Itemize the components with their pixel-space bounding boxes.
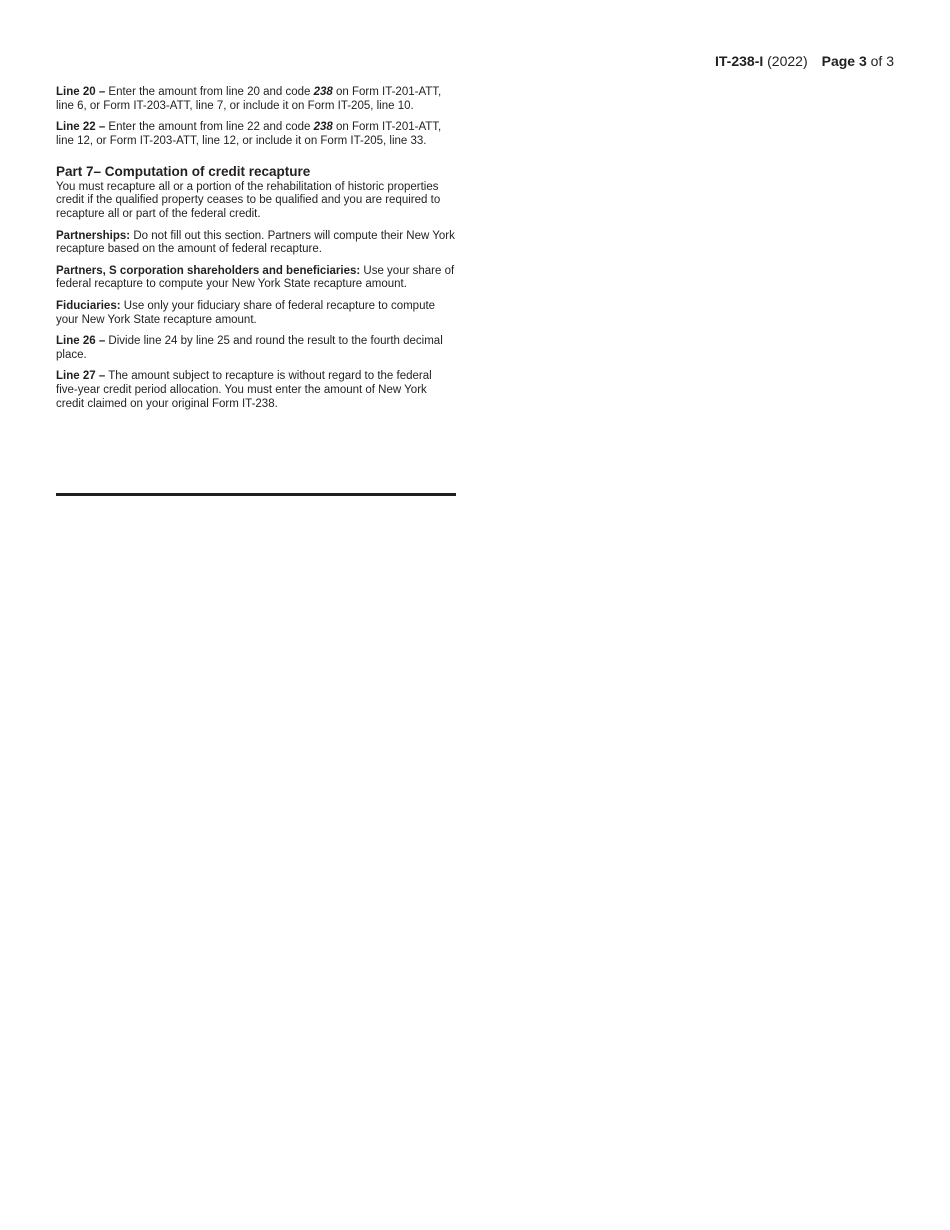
part-7-heading: Part 7– Computation of credit recapture [56, 163, 311, 179]
line-26-text: Divide line 24 by line 25 and round the result to the fourth decimal place. [56, 334, 443, 361]
line-20-text-a: Enter the amount from line 20 and code [105, 86, 314, 98]
line-20-code: 238 [313, 86, 333, 98]
partnerships-label: Partnerships: [56, 229, 131, 242]
partnerships-instruction [56, 230, 456, 258]
page-total: of 3 [870, 53, 894, 69]
page-header [715, 53, 894, 70]
fiduciaries-label: Fiduciaries: [56, 299, 121, 312]
fiduciaries-text: Use only your fiduciary share of federal recapture to compute your New York State recapture amount. [56, 299, 436, 326]
line-27-label: Line 27 – [56, 369, 106, 382]
partners-label: Partners, S corporation shareholders and beneficiaries: [56, 264, 361, 277]
partners-text: Use your share of federal recapture to compute your New York State recapture amount. [56, 264, 455, 291]
form-year: (2022) [767, 53, 808, 69]
partnerships-text: Do not fill out this section. Partners will compute their New York recapture based on the amount of federal recapture. [56, 229, 455, 256]
fiduciaries-instruction [56, 300, 456, 328]
line-20-instruction [56, 86, 456, 114]
form-id: IT-238-I [715, 53, 764, 69]
line-26-label: Line 26 – [56, 334, 106, 347]
partners-instruction [56, 265, 456, 293]
line-26-instruction [56, 335, 456, 363]
page-number: Page 3 [821, 53, 867, 69]
instructions-column [56, 86, 456, 419]
line-27-instruction [56, 370, 456, 411]
line-22-text-a: Enter the amount from line 22 and code [105, 121, 314, 134]
line-22-label: Line 22 – [56, 121, 106, 134]
line-22-instruction [56, 121, 456, 149]
line-27-text: The amount subject to recapture is without regard to the federal five-year credit period allocation. You must enter the amount of New York credit claimed on your original Form IT-238. [56, 369, 432, 410]
line-22-text-b: on Form IT-201-ATT, line 12, or Form IT-203-ATT, line 12, or include it on Form IT-205, line 33. [56, 121, 442, 147]
line-20-label: Line 20 – [56, 86, 106, 98]
section-end-divider [56, 493, 456, 496]
part-7-intro: You must recapture all or a portion of the rehabilitation of historic properties credit if the qualified property ceases to be qualified and you are required to recapture all or part of the federal credit. [56, 180, 441, 221]
line-20-text-b: on Form IT-201-ATT, line 6, or Form IT-203-ATT, line 7, or include it on Form IT-205, line 10. [56, 86, 442, 112]
line-22-code: 238 [313, 121, 333, 134]
